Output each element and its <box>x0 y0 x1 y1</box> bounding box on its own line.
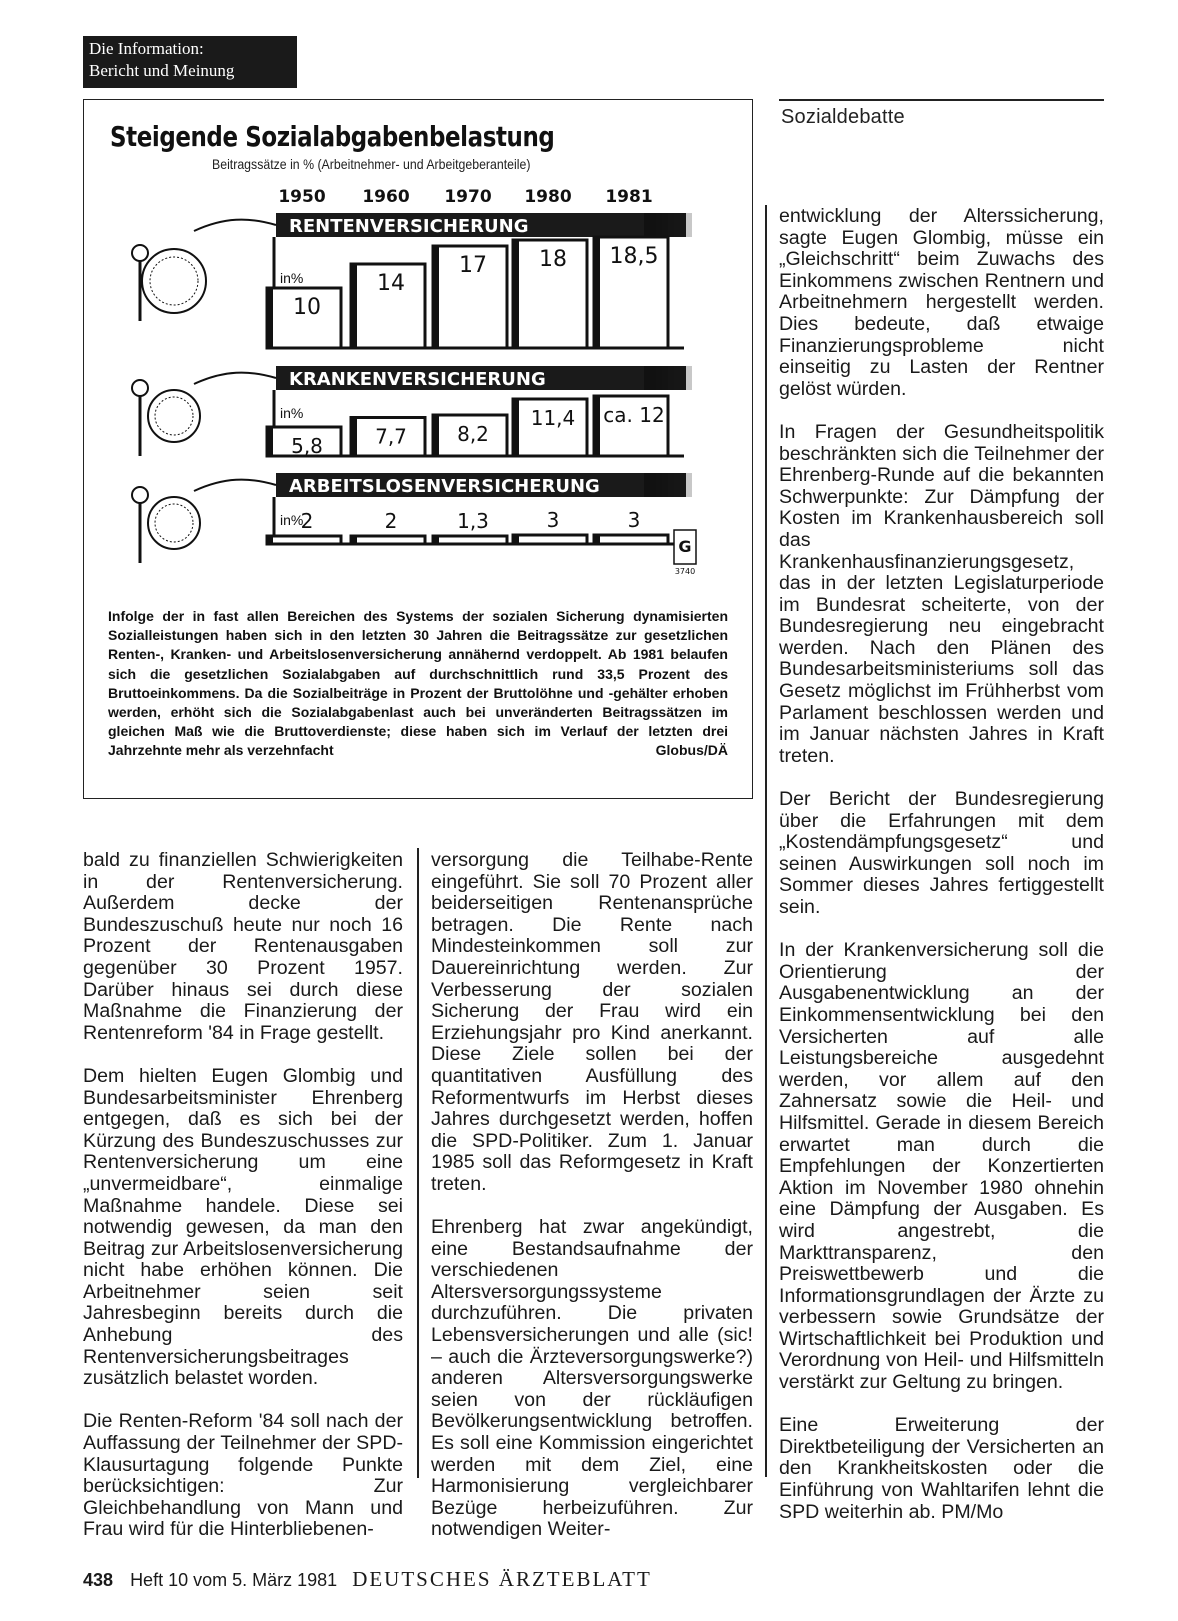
page-number: 438 <box>83 1570 114 1590</box>
paragraph: In Fragen der Gesundheitspolitik beschränkten sich die Teilnehmer der Ehrenberg-Runde auf die bekannten Schwerpunkte: Zur Dämpfung der Kosten im Krankenhausbereich soll das Krankenhausfinanzierungsgesetz, das in der letzten Legislaturperiode im Bundesrat scheiterte, von der Bundesregierung neu eingebracht werden. Nach den Plänen des Bundesarbeitsministeriums soll das Gesetz möglichst im Frühherbst vom Parlament beschlossen werden und im Januar nächsten Jahres in Kraft treten. <box>779 420 1104 767</box>
person-head-icon <box>132 245 148 261</box>
unit-label: in% <box>280 270 304 286</box>
bar-edge <box>433 536 439 544</box>
bar-edge <box>351 264 357 348</box>
bar-edge <box>513 535 519 544</box>
section-header <box>83 36 297 88</box>
bar-value-label: ca. 12 <box>603 403 665 427</box>
panel-banner-fade <box>674 473 680 497</box>
bar-edge <box>594 535 600 544</box>
column-divider <box>765 205 767 1477</box>
panel-banner-fade <box>662 473 668 497</box>
paragraph: In der Krankenversicherung soll die Orientierung der Ausgabenentwicklung an der Einkommensentwicklung bei den Versicherten auf alle Leistungsbereiche ausgedehnt werden, vor allem auf den Zahnersatz sowie die Heil- und Hilfsmittel. Gerade in diesem Bereich erwartet man durch die Empfehlungen der Konzertierten Aktion im November 1980 ohnehin eine Dämpfung der Ausgaben. Es wird angestrebt, die Markttransparenz, den Preiswettbewerb und die Informationsgrundlagen der Ärzte zu verbessern sowie Grundsätze der Wirtschaftlichkeit bei Produktion und Verordnung von Heil- und Hilfsmitteln verstärkt zur Geltung zu bringen. <box>779 939 1104 1394</box>
bar-edge <box>351 418 357 457</box>
article-column-2 <box>431 850 753 1541</box>
bar-value-label: 11,4 <box>530 406 576 430</box>
bar-edge <box>267 288 273 348</box>
panel-banner-fade <box>686 473 692 497</box>
bar-value-label: 1,3 <box>457 509 489 533</box>
panel-banner-fade <box>686 366 692 390</box>
panel-banner-fade <box>650 213 656 237</box>
hand-icon <box>194 373 276 384</box>
panel-banner-fade <box>644 366 650 390</box>
bar <box>513 535 587 544</box>
x-tick-label: 1980 <box>524 187 572 207</box>
bar-edge <box>433 246 439 348</box>
bar-edge <box>351 536 357 544</box>
panel-banner-fade <box>674 213 680 237</box>
panel-banner-fade <box>680 213 686 237</box>
bar-edge <box>513 399 519 456</box>
panel-banner-fade <box>686 213 692 237</box>
bar <box>433 536 507 544</box>
bar-value-label: 17 <box>459 253 487 278</box>
chart-subtitle: Beitragssätze in % (Arbeitnehmer- und Arbeitgeberanteile) <box>212 156 531 172</box>
panel-banner-fade <box>644 213 650 237</box>
bar-value-label: 18,5 <box>609 244 659 269</box>
bar-edge <box>433 415 439 456</box>
paragraph: entwicklung der Alterssicherung, sagte Eugen Glombig, müsse ein „Gleichschritt“ beim Zuwachs des Einkommens zwischen Rentnern und Arbeitnehmern hergestellt werden. Dies bedeute, daß etwaige Finanzierungsprobleme nicht einseitig zu Lasten der Rentner gelöst würden. <box>779 205 1104 400</box>
bar-value-label: 7,7 <box>375 424 407 449</box>
bar-value-label: 3 <box>546 508 560 532</box>
chart-title: Steigende Sozialabgabenbelastung <box>110 120 555 153</box>
article-column-1 <box>83 850 403 1541</box>
bar-value-label: 14 <box>377 271 405 296</box>
bar-value-label: 2 <box>300 509 314 533</box>
section-rule <box>779 99 1104 101</box>
person-head-icon <box>132 487 148 503</box>
panel-banner-fade <box>662 366 668 390</box>
panel-banner-fade <box>656 213 662 237</box>
bar-value-label: 3 <box>627 508 641 532</box>
x-tick-label: 1950 <box>278 187 326 207</box>
paragraph: versorgung die Teilhabe-Rente eingeführt. Sie soll 70 Prozent aller beiderseitigen Rentenansprüche betragen. Die Rente nach Mindesteinkommen soll zur Dauereinrichtung werden. Zur Verbesserung der sozialen Sicherung der Frau wird ein Erziehungsjahr pro Kind anerkannt. Diese Ziele sollen bei der quantitativen Ausfüllung des Reformentwurfs im Herbst dieses Jahres durchgesetzt werden, hoffen die SPD-Politiker. Zum 1. Januar 1985 soll das Reformgesetz in Kraft treten. <box>431 849 753 1195</box>
panel-banner-fade <box>644 473 650 497</box>
column-divider <box>417 848 419 1478</box>
chart-caption-text: Infolge der in fast allen Bereichen des Systems der sozialen Sicherung dynamisierten Sozialleistungen haben sich in den letzten 30 Jahren die Beitragssätze zur gesetzlichen Renten-, Kranken- und Arbeitslosenversicherung annähernd verdoppelt. Ab 1981 belaufen sich die gesetzlichen Sozialabgaben auf durchschnittlich rund 33,5 Prozent des Bruttoeinkommens. Da die Sozialbeiträge in Prozent der Bruttolöhne und -gehälter erhoben werden, erhöht sich die Sozialabgabenlast auch bei unveränderten Beitragssätzen im gleichen Maß wie die Bruttoverdienste; diese haben sich im Verlauf der letzten drei Jahrzehnte mehr als verzehnfacht <box>108 608 728 759</box>
panel-banner-fade <box>680 473 686 497</box>
issue-info: Heft 10 vom 5. März 1981 <box>130 1570 338 1590</box>
bar <box>594 535 668 544</box>
bar-value-label: 2 <box>384 509 398 533</box>
hand-icon <box>194 480 276 491</box>
bar-edge <box>267 427 273 456</box>
coin-icon <box>142 249 206 313</box>
section-header-line2: Bericht und Meinung <box>89 61 235 80</box>
panel-banner-fade <box>668 213 674 237</box>
panel-banner-fade <box>656 473 662 497</box>
paragraph: Der Bericht der Bundesregierung über die Erfahrungen mit dem „Kostendämpfungsgesetz“ und seinen Auswirkungen soll noch im Sommer dieses Jahres fertiggestellt sein. <box>779 788 1104 918</box>
bar-value-label: 5,8 <box>291 434 323 458</box>
hand-icon <box>194 220 276 231</box>
panel-banner-fade <box>674 366 680 390</box>
coin-icon <box>148 390 200 442</box>
chart-source: Globus/DÄ <box>655 742 728 759</box>
panel-banner-fade <box>680 366 686 390</box>
paragraph: Die Renten-Reform '84 soll nach der Auffassung der Teilnehmer der SPD-Klausurtagung folgende Punkte berücksichtigen: Zur Gleichbehandlung von Mann und Frau wird für die Hinterbliebenen- <box>83 1410 403 1541</box>
paragraph: Ehrenberg hat zwar angekündigt, eine Bestandsaufnahme der verschiedenen Altersversorgungssysteme durchzuführen. Die privaten Lebensversicherungen und alle (sic! – auch die Ärzteversorgungswerke?) anderen Altersversorgungswerke seien von der rückläufigen Bevölkerungsentwicklung betroffen. Es soll eine Kommission eingerichtet werden mit dem Ziel, eine Harmonisierung vergleichbarer Bezüge herbeizuführen. Zur notwendigen Weiter- <box>431 1216 753 1541</box>
paragraph: Eine Erweiterung der Direktbeteiligung der Versicherten an den Krankheitskosten oder die Einführung von Wahltarifen lehnt die SPD weiterhin ab. PM/Mo <box>779 1414 1104 1523</box>
article-column-3 <box>779 206 1104 1523</box>
panel-banner-fade <box>650 473 656 497</box>
unit-label: in% <box>280 512 304 528</box>
bar-value-label: 10 <box>293 295 321 320</box>
bar-edge <box>513 240 519 348</box>
x-tick-label: 1960 <box>362 187 410 207</box>
paragraph: Dem hielten Eugen Glombig und Bundesarbeitsminister Ehrenberg entgegen, daß es sich bei der Kürzung des Bundeszuschusses zur Rentenversicherung um eine „unvermeidbare“, einmalige Maßnahme handele. Diese sei notwendig gewesen, da man den Beitrag zur Arbeitslosenversicherung nicht habe erhöhen können. Die Arbeitnehmer seien seit Jahresbeginn bereits durch die Anhebung des Rentenversicherungsbeitrages zusätzlich belastet worden. <box>83 1064 403 1390</box>
coin-icon <box>148 497 200 549</box>
journal-name: DEUTSCHES ÄRZTEBLATT <box>352 1567 652 1591</box>
globus-logo-letter: G <box>678 537 692 556</box>
panel-banner-fade <box>668 473 674 497</box>
globus-logo-number: 3740 <box>674 567 696 576</box>
bar-edge <box>594 396 600 456</box>
bar <box>267 536 341 544</box>
panel-title: KRANKENVERSICHERUNG <box>289 369 546 390</box>
chart-caption <box>108 607 728 761</box>
bar-edge <box>267 536 273 544</box>
panel-title: RENTENVERSICHERUNG <box>289 216 529 237</box>
section-header-line1: Die Information: <box>89 39 204 58</box>
bar-edge <box>594 237 600 348</box>
section-label: Sozialdebatte <box>781 106 905 128</box>
bar <box>351 536 425 544</box>
bar-value-label: 18 <box>539 247 567 272</box>
page-footer <box>83 1567 652 1592</box>
unit-label: in% <box>280 405 304 421</box>
panel-title: ARBEITSLOSENVERSICHERUNG <box>289 476 600 497</box>
chart-svg <box>84 100 754 605</box>
panel-banner-fade <box>662 213 668 237</box>
x-tick-label: 1981 <box>605 187 653 207</box>
paragraph: bald zu finanziellen Schwierigkeiten in der Rentenversicherung. Außerdem decke der Bundeszuschuß heute nur noch 16 Prozent der Rentenausgaben gegenüber 30 Prozent 1957. Darüber hinaus sei durch diese Maßnahme die Finanzierung der Rentenreform '84 in Frage gestellt. <box>83 849 403 1044</box>
x-tick-label: 1970 <box>444 187 492 207</box>
person-head-icon <box>132 380 148 396</box>
chart-figure <box>83 99 753 799</box>
bar-value-label: 8,2 <box>457 422 489 446</box>
panel-banner-fade <box>656 366 662 390</box>
panel-banner-fade <box>668 366 674 390</box>
panel-banner-fade <box>650 366 656 390</box>
